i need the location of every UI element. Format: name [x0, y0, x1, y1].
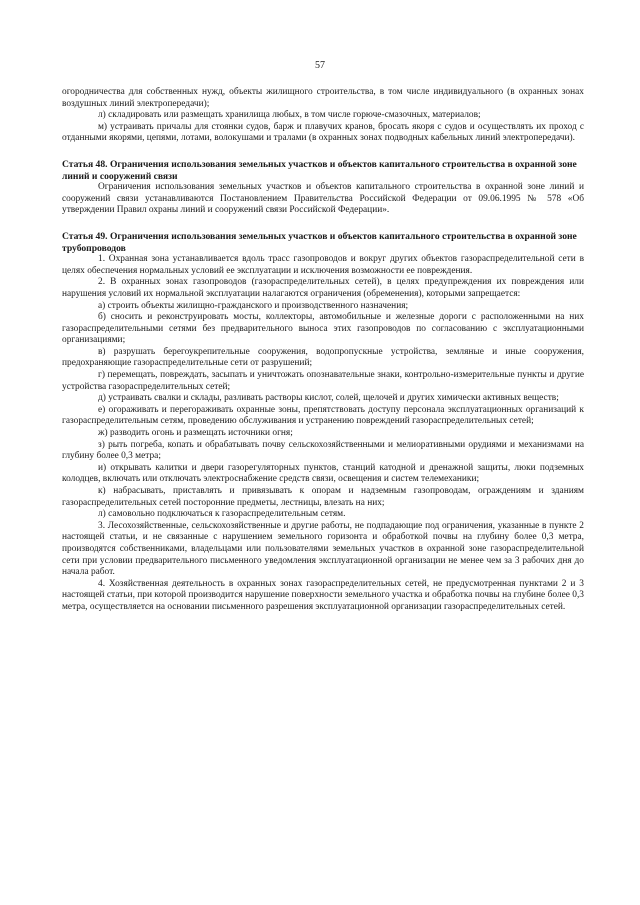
article-49-list-item: в) разрушать берегоукрепительные сооружения, водопропускные устройства, земляные и иные сооружения, предохраняющие газораспределительные сети от разрушений;	[62, 346, 584, 369]
article-49-list-item: к) набрасывать, приставлять и привязывать к опорам и надземным газопроводам, ограждениям и зданиям газораспределительных сетей посторонние предметы, лестницы, влезать на них;	[62, 486, 584, 508]
article-49-list-item: з) рыть погреба, копать и обрабатывать почву сельскохозяйственными и мелиоративными орудиями и механизмами на глубину более 0,3 метра;	[62, 439, 584, 462]
article-49-paragraph: 4. Хозяйственная деятельность в охранных зонах газораспределительных сетей, не предусмотренная пунктами 2 и 3 настоящей статьи, при которой производится нарушение поверхности земельного участка и обработка почвы на глубине более 0,3 метра, осуществляется на основании письменного разрешения эксплуатационной организации газораспределительных сетей.	[62, 578, 584, 612]
article-49-list-item: л) самовольно подключаться к газораспределительным сетям.	[98, 509, 346, 520]
article-49-list-item: г) перемещать, повреждать, засыпать и уничтожать опознавательные знаки, контрольно-измерительные пункты и другие устройства газораспределительных сетей;	[62, 370, 584, 392]
article-49-paragraph: 3. Лесохозяйственные, сельскохозяйственные и другие работы, не подпадающие под ограничения, указанные в пункте 2 настоящей статьи, и не связанные с нарушением земельного горизонта и обработкой почвы на глубину более 0,3 метра, производятся собственниками, владельцами или пользователями земельных участков в охранной зоне газораспределительной сети при условии предварительного письменного уведомления эксплуатационной организации не менее чем за 3 рабочих дня до начала работ.	[62, 520, 584, 578]
article-49-heading: Статья 49. Ограничения использования земельных участков и объектов капитального строительства в охранной зоне трубопроводов	[62, 230, 577, 254]
article-49-paragraph: 1. Охранная зона устанавливается вдоль трасс газопроводов и вокруг других объектов газораспределительной сети в целях обеспечения нормальных условий ее эксплуатации и исключения возможности ее повреждения.	[62, 254, 584, 276]
article-49-list-item: д) устраивать свалки и склады, разливать растворы кислот, солей, щелочей и других химически активных веществ;	[98, 393, 559, 404]
intro-paragraph: л) складировать или размещать хранилища любых, в том числе горюче-смазочных, материалов;	[98, 110, 481, 121]
article-48-heading: Статья 48. Ограничения использования земельных участков и объектов капитального строительства в охранной зоне линий и сооружений связи	[62, 158, 577, 182]
intro-paragraph: м) устраивать причалы для стоянки судов, барж и плавучих кранов, бросать якоря с судов и осуществлять их проход с отданными якорями, цепями, лотами, волокушами и тралами (в охранных зонах подводных кабельных линий электропередачи).	[62, 121, 584, 144]
page-content	[62, 87, 584, 614]
page-number: 57	[315, 60, 325, 71]
article-48-paragraph: Ограничения использования земельных участков и объектов капитального строительства в охранной зоне линий и сооружений связи устанавливаются Постановлением Правительства Российской Федерации от 09.06.1995 № 578 «Об утверждении Правил охраны линий и сооружений связи Российской Федерации».	[62, 182, 584, 216]
article-49-list-item: ж) разводить огонь и размещать источники огня;	[98, 428, 293, 439]
article-49-list-item: а) строить объекты жилищно-гражданского и производственного назначения;	[98, 300, 409, 311]
article-49-list-item: и) открывать калитки и двери газорегуляторных пунктов, станций катодной и дренажной защиты, люки подземных колодцев, включать или отключать электроснабжение средств связи, освещения и систем телемеханики;	[62, 462, 584, 485]
article-49-list-item: б) сносить и реконструировать мосты, коллекторы, автомобильные и железные дороги с расположенными на них газораспределительными сетями без предварительного выноса этих газопроводов по согласованию с эксплуатационными организациями;	[62, 312, 584, 346]
article-49-list-item: е) огораживать и перегораживать охранные зоны, препятствовать доступу персонала эксплуатационных организаций к газораспределительным сетям, проведению обслуживания и устранению повреждений газораспределительных сетей;	[62, 404, 584, 427]
article-49-paragraph: 2. В охранных зонах газопроводов (газораспределительных сетей), в целях предупреждения их повреждения или нарушения условий их нормальной эксплуатации налагаются ограничения (обременения), которыми запрещается:	[62, 277, 584, 299]
intro-paragraph: огородничества для собственных нужд, объекты жилищного строительства, в том числе индивидуального (в охранных зонах воздушных линий электропередачи);	[62, 87, 584, 109]
